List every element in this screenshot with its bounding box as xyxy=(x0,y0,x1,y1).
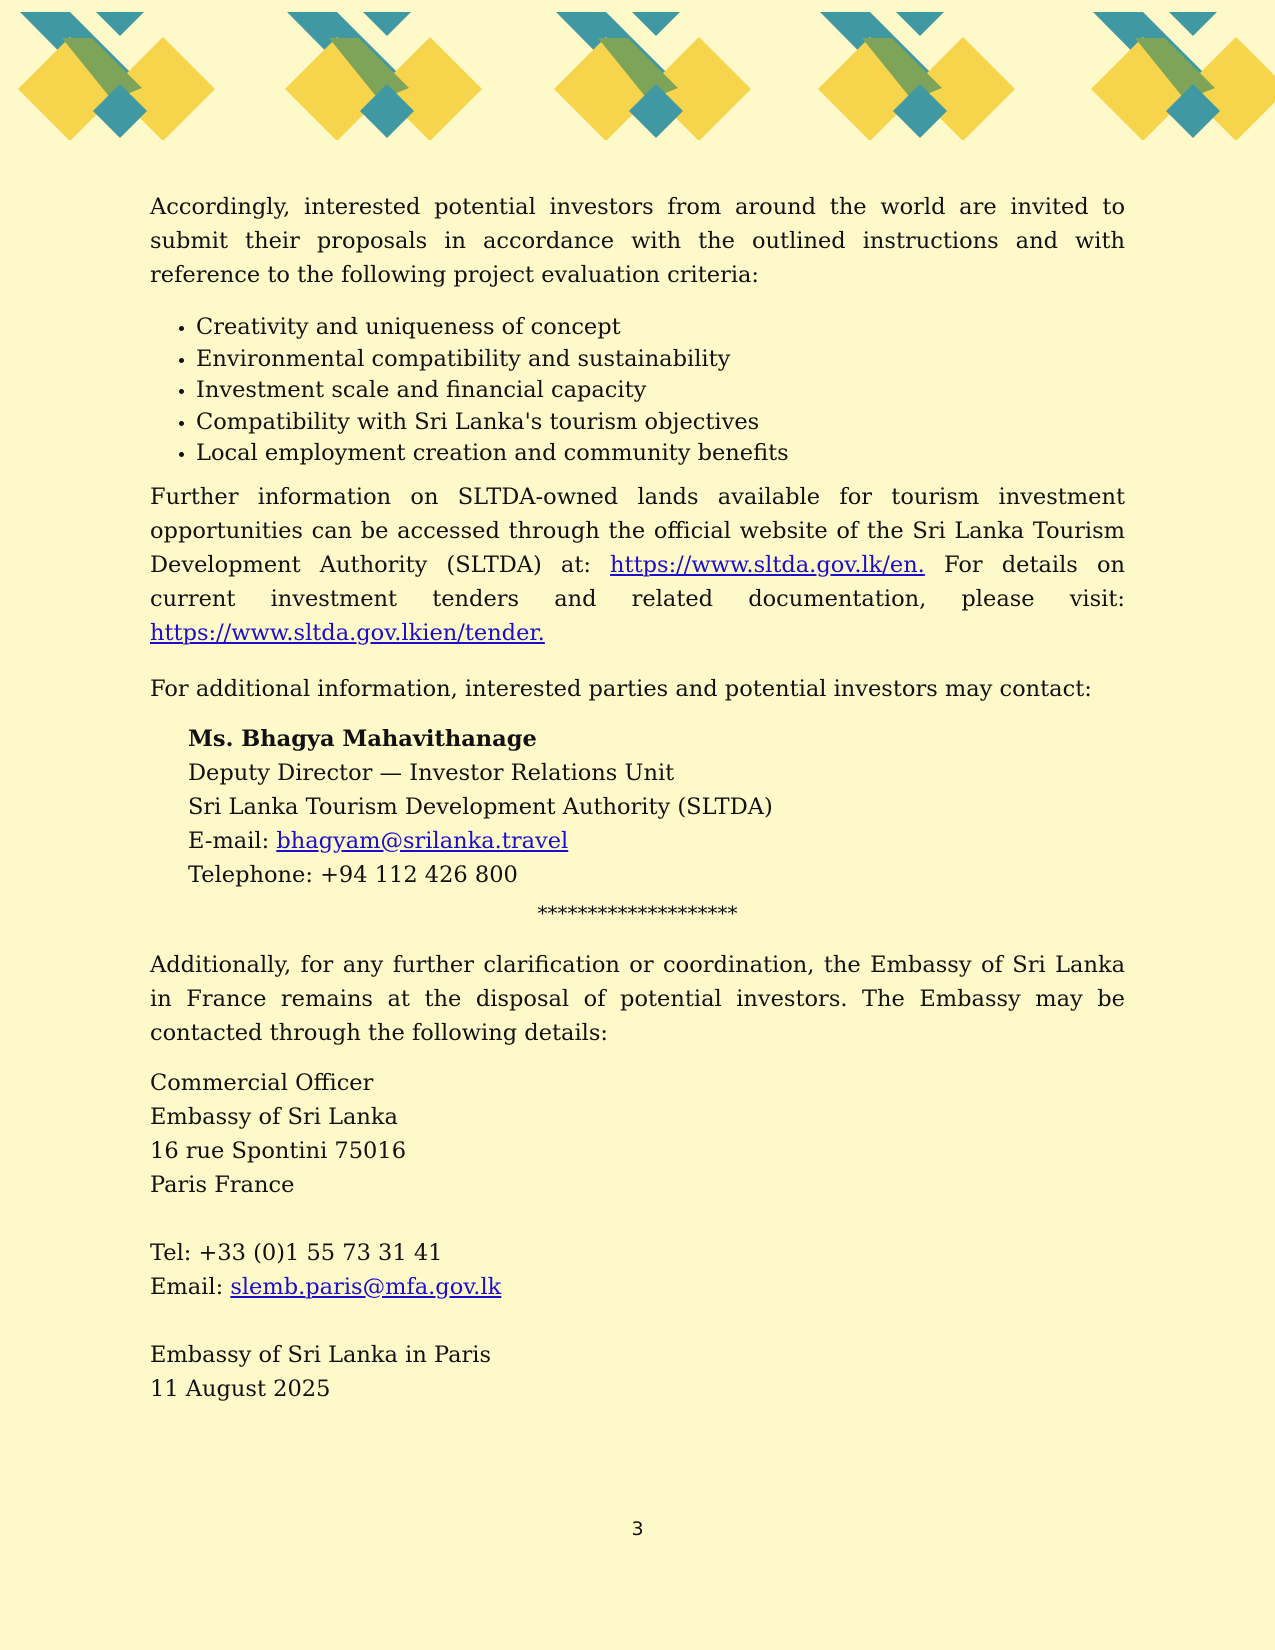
embassy-line: Embassy of Sri Lanka xyxy=(150,1103,398,1130)
email-label: Email: xyxy=(150,1273,231,1300)
list-item: • Compatibility with Sri Lanka's tourism objectives xyxy=(196,407,1125,439)
teal-triangle xyxy=(96,12,144,36)
teal-triangle xyxy=(1169,12,1217,36)
evaluation-criteria-list xyxy=(150,312,1125,470)
contact-intro: For additional information, interested parties and potential investors may contact: xyxy=(150,675,1092,702)
document-body xyxy=(150,190,1125,1406)
contact-email-line xyxy=(188,824,1125,858)
sltda-tender-link[interactable]: https://www.sltda.gov.lkien/tender. xyxy=(150,619,545,646)
banner-motif xyxy=(18,12,215,140)
banner-motif xyxy=(285,12,482,140)
embassy-address xyxy=(150,1066,1125,1202)
further-info-text: For details on current investment tenders and related documentation, please visit: xyxy=(150,551,1125,612)
contact-email-link[interactable]: bhagyam@srilanka.travel xyxy=(276,827,569,854)
decorative-banner xyxy=(0,0,1275,140)
teal-triangle xyxy=(363,12,411,36)
list-item: • Creativity and uniqueness of concept xyxy=(196,312,1125,344)
contact-block xyxy=(188,722,1125,892)
separator: ******************** xyxy=(537,900,738,925)
contact-organization: Sri Lanka Tourism Development Authority (SLTDA) xyxy=(188,793,773,820)
banner-motif xyxy=(1091,12,1275,140)
list-item: • Local employment creation and community benefits xyxy=(196,438,1125,470)
embassy-telephone: Tel: +33 (0)1 55 73 31 41 xyxy=(150,1239,443,1266)
embassy-email-line xyxy=(150,1270,1125,1304)
banner-motif xyxy=(554,12,751,140)
embassy-line: Paris France xyxy=(150,1171,295,1198)
further-info-text: Further information on SLTDA-owned lands available for tourism investment opportunities can be accessed through the official website of the Sri Lanka Tourism Development Authority (SLTDA) at: xyxy=(150,483,1125,578)
embassy-line: Commercial Officer xyxy=(150,1069,374,1096)
signature-date: 11 August 2025 xyxy=(150,1375,331,1402)
page-number: 3 xyxy=(631,1518,644,1540)
banner-motif xyxy=(818,12,1015,140)
list-item: • Environmental compatibility and sustainability xyxy=(196,344,1125,376)
embassy-line: 16 rue Spontini 75016 xyxy=(150,1137,407,1164)
signature-line: Embassy of Sri Lanka in Paris xyxy=(150,1341,492,1368)
signature-block xyxy=(150,1338,1125,1406)
embassy-email-link[interactable]: slemb.paris@mfa.gov.lk xyxy=(230,1273,502,1300)
intro-paragraph: Accordingly, interested potential investors from around the world are invited to submit their proposals in accordance with the outlined instructions and with reference to the following project evaluation criteria: xyxy=(150,194,1125,288)
email-label: E-mail: xyxy=(188,827,277,854)
embassy-intro-paragraph: Additionally, for any further clarification or coordination, the Embassy of Sri Lanka in France remains at the disposal of potential investors. The Embassy may be contacted through the following details: xyxy=(150,951,1125,1046)
list-item: • Investment scale and financial capacity xyxy=(196,375,1125,407)
contact-name: Ms. Bhagya Mahavithanage xyxy=(188,725,537,752)
embassy-contact xyxy=(150,1236,1125,1304)
teal-triangle xyxy=(896,12,944,36)
sltda-website-link[interactable]: https://www.sltda.gov.lk/en. xyxy=(610,551,925,578)
teal-triangle xyxy=(632,12,680,36)
contact-telephone: Telephone: +94 112 426 800 xyxy=(188,861,518,888)
further-info-paragraph xyxy=(150,480,1125,650)
contact-title: Deputy Director — Investor Relations Unit xyxy=(188,759,675,786)
